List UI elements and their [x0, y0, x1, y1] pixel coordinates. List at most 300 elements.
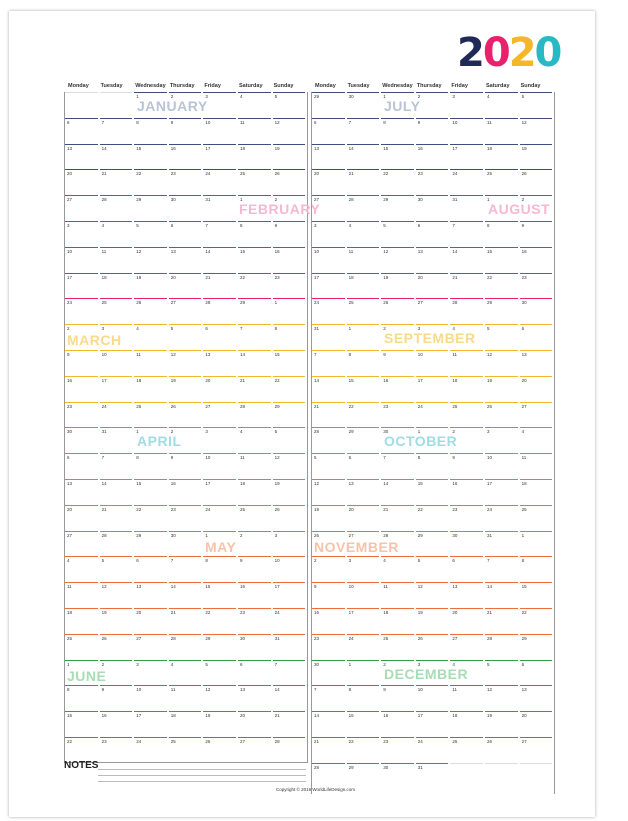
day-number[interactable]: 15 — [521, 584, 527, 590]
day-number[interactable]: 29 — [274, 403, 280, 409]
day-number[interactable]: 3 — [314, 223, 317, 228]
day-number[interactable]: 26 — [417, 635, 423, 641]
day-number[interactable]: 29 — [240, 300, 246, 306]
day-number[interactable]: 31 — [417, 764, 423, 770]
day-number[interactable]: 26 — [521, 171, 527, 177]
day-number[interactable]: 27 — [314, 197, 320, 203]
day-number[interactable]: 22 — [348, 739, 354, 744]
day-number[interactable]: 4 — [383, 558, 386, 564]
day-number[interactable]: 26 — [101, 635, 107, 641]
day-number[interactable]: 24 — [205, 506, 211, 512]
day-number[interactable]: 24 — [452, 171, 458, 177]
day-number[interactable]: 25 — [240, 506, 246, 512]
day-number[interactable]: 6 — [136, 558, 139, 564]
day-number[interactable]: 26 — [274, 506, 280, 512]
day-number[interactable]: 15 — [240, 248, 246, 254]
day-number[interactable]: 17 — [101, 377, 107, 383]
day-number[interactable]: 27 — [170, 300, 176, 306]
day-number[interactable]: 31 — [487, 532, 493, 538]
day-number[interactable]: 16 — [383, 713, 389, 719]
day-number[interactable]: 16 — [274, 248, 280, 254]
day-number[interactable]: 4 — [240, 94, 243, 99]
day-number[interactable]: 6 — [417, 223, 421, 228]
day-number[interactable]: 17 — [67, 274, 73, 280]
day-number[interactable]: 20 — [205, 377, 211, 383]
day-number[interactable]: 28 — [101, 197, 107, 203]
day-number[interactable]: 29 — [383, 197, 389, 203]
day-number[interactable]: 30 — [240, 635, 246, 641]
day-number[interactable]: 22 — [136, 171, 142, 177]
day-number[interactable]: 15 — [383, 145, 389, 151]
day-number[interactable]: 19 — [314, 506, 320, 512]
day-number[interactable]: 4 — [487, 94, 490, 99]
day-number[interactable]: 29 — [314, 94, 320, 99]
day-number[interactable]: 13 — [205, 352, 211, 357]
day-number[interactable]: 18 — [67, 610, 73, 615]
day-number[interactable]: 6 — [452, 558, 455, 564]
day-number[interactable]: 23 — [417, 171, 423, 177]
day-number[interactable]: 1 — [487, 197, 490, 203]
day-number[interactable]: 2 — [274, 197, 278, 203]
day-number[interactable]: 10 — [274, 558, 280, 564]
day-number[interactable]: 2 — [383, 661, 386, 667]
day-number[interactable]: 11 — [101, 248, 107, 254]
day-number[interactable]: 26 — [383, 300, 389, 306]
day-number[interactable]: 12 — [205, 687, 211, 693]
day-number[interactable]: 2 — [67, 326, 70, 332]
day-number[interactable]: 26 — [170, 403, 176, 409]
day-number[interactable]: 24 — [274, 610, 280, 615]
day-number[interactable]: 30 — [521, 300, 527, 306]
day-number[interactable]: 3 — [417, 661, 421, 667]
day-number[interactable]: 8 — [487, 223, 490, 228]
day-number[interactable]: 7 — [383, 455, 386, 461]
day-number[interactable]: 1 — [274, 300, 278, 306]
day-number[interactable]: 11 — [136, 352, 141, 357]
day-number[interactable]: 3 — [417, 326, 421, 332]
day-number[interactable]: 23 — [314, 635, 320, 641]
day-number[interactable]: 27 — [348, 532, 354, 538]
day-number[interactable]: 5 — [205, 661, 208, 667]
day-number[interactable]: 15 — [487, 248, 493, 254]
day-number[interactable]: 25 — [240, 171, 246, 177]
day-number[interactable]: 5 — [170, 326, 174, 332]
day-number[interactable]: 5 — [521, 94, 525, 99]
day-number[interactable]: 24 — [136, 739, 142, 744]
day-number[interactable]: 21 — [240, 377, 246, 383]
day-number[interactable]: 6 — [521, 326, 525, 332]
day-number[interactable]: 29 — [136, 532, 142, 538]
day-number[interactable]: 18 — [452, 377, 458, 383]
day-number[interactable]: 18 — [521, 481, 527, 486]
day-number[interactable]: 23 — [67, 403, 73, 409]
day-number[interactable]: 17 — [417, 377, 423, 383]
day-number[interactable]: 20 — [348, 506, 354, 512]
day-number[interactable]: 27 — [452, 635, 458, 641]
day-number[interactable]: 17 — [274, 584, 280, 590]
day-number[interactable]: 30 — [348, 94, 354, 99]
day-number[interactable]: 25 — [67, 635, 73, 641]
day-number[interactable]: 29 — [348, 764, 354, 770]
day-number[interactable]: 16 — [452, 481, 458, 486]
day-number[interactable]: 9 — [170, 119, 174, 125]
day-number[interactable]: 31 — [314, 326, 320, 332]
day-number[interactable]: 17 — [487, 481, 493, 486]
day-number[interactable]: 13 — [240, 687, 246, 693]
day-number[interactable]: 27 — [136, 635, 142, 641]
day-number[interactable]: 22 — [521, 610, 527, 615]
day-number[interactable]: 20 — [170, 274, 176, 280]
day-number[interactable]: 10 — [417, 352, 423, 357]
day-number[interactable]: 13 — [170, 248, 176, 254]
day-number[interactable]: 12 — [274, 455, 280, 461]
day-number[interactable]: 26 — [487, 403, 493, 409]
day-number[interactable]: 16 — [170, 481, 176, 486]
day-number[interactable]: 21 — [487, 610, 493, 615]
day-number[interactable]: 8 — [205, 558, 208, 564]
day-number[interactable]: 21 — [274, 713, 280, 719]
day-number[interactable]: 28 — [348, 197, 354, 203]
day-number[interactable]: 5 — [136, 223, 139, 228]
day-number[interactable]: 10 — [205, 455, 211, 461]
day-number[interactable]: 6 — [205, 326, 208, 332]
day-number[interactable]: 7 — [170, 558, 174, 564]
day-number[interactable]: 9 — [521, 223, 525, 228]
day-number[interactable]: 15 — [348, 377, 354, 383]
day-number[interactable]: 5 — [417, 558, 421, 564]
day-number[interactable]: 22 — [487, 274, 493, 280]
day-number[interactable]: 5 — [487, 661, 490, 667]
day-number[interactable]: 25 — [136, 403, 142, 409]
day-number[interactable]: 12 — [314, 481, 320, 486]
day-number[interactable]: 1 — [348, 326, 352, 332]
day-number[interactable]: 21 — [314, 403, 320, 409]
day-number[interactable]: 9 — [452, 455, 455, 461]
day-number[interactable]: 23 — [274, 274, 280, 280]
day-number[interactable]: 30 — [417, 197, 423, 203]
day-number[interactable]: 7 — [452, 223, 455, 228]
day-number[interactable]: 9 — [383, 687, 386, 693]
day-number[interactable]: 8 — [67, 687, 70, 693]
day-number[interactable]: 18 — [101, 274, 107, 280]
day-number[interactable]: 24 — [101, 403, 107, 409]
day-number[interactable]: 10 — [487, 455, 493, 461]
day-number[interactable]: 29 — [348, 429, 354, 435]
day-number[interactable]: 19 — [274, 145, 280, 151]
day-number[interactable]: 14 — [452, 248, 458, 254]
day-number[interactable]: 11 — [521, 455, 527, 461]
day-number[interactable]: 23 — [383, 739, 389, 744]
day-number[interactable]: 16 — [417, 145, 423, 151]
day-number[interactable]: 22 — [417, 506, 423, 512]
day-number[interactable]: 10 — [101, 352, 107, 357]
day-number[interactable]: 22 — [136, 506, 142, 512]
day-number[interactable]: 30 — [170, 532, 176, 538]
day-number[interactable]: 24 — [417, 739, 423, 744]
day-number[interactable]: 5 — [383, 223, 386, 228]
day-number[interactable]: 12 — [170, 352, 176, 357]
day-number[interactable]: 21 — [314, 739, 320, 744]
day-number[interactable]: 24 — [67, 300, 73, 306]
day-number[interactable]: 18 — [348, 274, 354, 280]
day-number[interactable]: 14 — [383, 481, 389, 486]
day-number[interactable]: 5 — [274, 94, 278, 99]
day-number[interactable]: 22 — [383, 171, 389, 177]
day-number[interactable]: 31 — [205, 197, 211, 203]
day-number[interactable]: 8 — [136, 119, 139, 125]
day-number[interactable]: 17 — [136, 713, 142, 719]
day-number[interactable]: 2 — [417, 94, 421, 99]
day-number[interactable]: 15 — [417, 481, 423, 486]
day-number[interactable]: 27 — [205, 403, 211, 409]
day-number[interactable]: 20 — [240, 713, 246, 719]
day-number[interactable]: 8 — [348, 687, 352, 693]
day-number[interactable]: 28 — [487, 635, 493, 641]
day-number[interactable]: 11 — [240, 455, 245, 461]
day-number[interactable]: 1 — [417, 429, 421, 435]
day-number[interactable]: 29 — [521, 635, 527, 641]
day-number[interactable]: 13 — [314, 145, 320, 151]
day-number[interactable]: 2 — [314, 558, 317, 564]
day-number[interactable]: 1 — [240, 197, 243, 203]
day-number[interactable]: 30 — [67, 429, 73, 435]
day-number[interactable]: 4 — [521, 429, 525, 435]
day-number[interactable]: 27 — [417, 300, 423, 306]
day-number[interactable]: 12 — [487, 352, 493, 357]
day-number[interactable]: 2 — [170, 429, 174, 435]
day-number[interactable]: 4 — [67, 558, 70, 564]
day-number[interactable]: 31 — [274, 635, 280, 641]
day-number[interactable]: 28 — [170, 635, 176, 641]
day-number[interactable]: 25 — [452, 403, 458, 409]
day-number[interactable]: 29 — [417, 532, 423, 538]
day-number[interactable]: 7 — [314, 352, 317, 357]
day-number[interactable]: 2 — [452, 429, 455, 435]
day-number[interactable]: 11 — [348, 248, 354, 254]
day-number[interactable]: 6 — [67, 119, 70, 125]
day-number[interactable]: 25 — [101, 300, 107, 306]
day-number[interactable]: 17 — [452, 145, 458, 151]
day-number[interactable]: 27 — [240, 739, 246, 744]
day-number[interactable]: 1 — [136, 94, 139, 99]
day-number[interactable]: 11 — [383, 584, 388, 590]
day-number[interactable]: 17 — [205, 481, 211, 486]
day-number[interactable]: 14 — [101, 145, 107, 151]
day-number[interactable]: 11 — [452, 687, 458, 693]
day-number[interactable]: 8 — [274, 326, 278, 332]
day-number[interactable]: 2 — [383, 326, 386, 332]
day-number[interactable]: 9 — [67, 352, 70, 357]
day-number[interactable]: 9 — [383, 352, 386, 357]
day-number[interactable]: 24 — [487, 506, 493, 512]
day-number[interactable]: 4 — [170, 661, 174, 667]
day-number[interactable]: 27 — [67, 532, 73, 538]
day-number[interactable]: 18 — [487, 145, 493, 151]
day-number[interactable]: 16 — [521, 248, 527, 254]
day-number[interactable]: 30 — [314, 661, 320, 667]
day-number[interactable]: 3 — [101, 326, 105, 332]
day-number[interactable]: 28 — [274, 739, 280, 744]
day-number[interactable]: 27 — [521, 739, 527, 744]
day-number[interactable]: 19 — [136, 274, 142, 280]
day-number[interactable]: 23 — [101, 739, 107, 744]
day-number[interactable]: 19 — [383, 274, 389, 280]
day-number[interactable]: 7 — [274, 661, 278, 667]
day-number[interactable]: 7 — [101, 455, 105, 461]
day-number[interactable]: 15 — [274, 352, 280, 357]
day-number[interactable]: 13 — [67, 481, 73, 486]
day-number[interactable]: 26 — [274, 171, 280, 177]
day-number[interactable]: 14 — [314, 713, 320, 719]
day-number[interactable]: 15 — [136, 145, 142, 151]
day-number[interactable]: 6 — [240, 661, 243, 667]
day-number[interactable]: 15 — [67, 713, 73, 719]
day-number[interactable]: 9 — [101, 687, 105, 693]
day-number[interactable]: 1 — [205, 532, 208, 538]
day-number[interactable]: 17 — [205, 145, 211, 151]
day-number[interactable]: 6 — [170, 223, 174, 228]
day-number[interactable]: 8 — [240, 223, 243, 228]
day-number[interactable]: 8 — [348, 352, 352, 357]
day-number[interactable]: 28 — [205, 300, 211, 306]
day-number[interactable]: 22 — [205, 610, 211, 615]
day-number[interactable]: 21 — [348, 171, 354, 177]
day-number[interactable]: 5 — [101, 558, 105, 564]
day-number[interactable]: 3 — [452, 94, 455, 99]
day-number[interactable]: 30 — [383, 764, 389, 770]
day-number[interactable]: 17 — [348, 610, 354, 615]
day-number[interactable]: 30 — [170, 197, 176, 203]
day-number[interactable]: 17 — [314, 274, 320, 280]
day-number[interactable]: 13 — [348, 481, 354, 486]
day-number[interactable]: 13 — [67, 145, 73, 151]
day-number[interactable]: 23 — [170, 506, 176, 512]
day-number[interactable]: 30 — [452, 532, 458, 538]
day-number[interactable]: 20 — [314, 171, 320, 177]
day-number[interactable]: 23 — [452, 506, 458, 512]
day-number[interactable]: 12 — [101, 584, 107, 590]
day-number[interactable]: 31 — [452, 197, 458, 203]
day-number[interactable]: 29 — [205, 635, 211, 641]
day-number[interactable]: 21 — [383, 506, 389, 512]
day-number[interactable]: 18 — [240, 481, 246, 486]
day-number[interactable]: 22 — [67, 739, 73, 744]
day-number[interactable]: 8 — [521, 558, 525, 564]
day-number[interactable]: 7 — [101, 119, 105, 125]
day-number[interactable]: 20 — [521, 713, 527, 719]
day-number[interactable]: 3 — [136, 661, 139, 667]
day-number[interactable]: 30 — [383, 429, 389, 435]
day-number[interactable]: 3 — [205, 94, 208, 99]
day-number[interactable]: 19 — [274, 481, 280, 486]
day-number[interactable]: 4 — [101, 223, 105, 228]
day-number[interactable]: 10 — [136, 687, 142, 693]
day-number[interactable]: 12 — [417, 584, 423, 590]
day-number[interactable]: 4 — [348, 223, 352, 228]
day-number[interactable]: 28 — [452, 300, 458, 306]
day-number[interactable]: 28 — [383, 532, 389, 538]
day-number[interactable]: 13 — [452, 584, 458, 590]
day-number[interactable]: 16 — [383, 377, 389, 383]
day-number[interactable]: 17 — [417, 713, 423, 719]
day-number[interactable]: 10 — [314, 248, 320, 254]
day-number[interactable]: 10 — [205, 119, 211, 125]
day-number[interactable]: 7 — [487, 558, 490, 564]
day-number[interactable]: 11 — [240, 119, 245, 125]
day-number[interactable]: 14 — [170, 584, 176, 590]
day-number[interactable]: 7 — [314, 687, 317, 693]
day-number[interactable]: 14 — [101, 481, 107, 486]
day-number[interactable]: 21 — [170, 610, 176, 615]
day-number[interactable]: 4 — [240, 429, 243, 435]
day-number[interactable]: 13 — [521, 352, 527, 357]
day-number[interactable]: 2 — [101, 661, 105, 667]
day-number[interactable]: 4 — [452, 661, 455, 667]
day-number[interactable]: 29 — [136, 197, 142, 203]
day-number[interactable]: 25 — [521, 506, 527, 512]
day-number[interactable]: 25 — [348, 300, 354, 306]
day-number[interactable]: 11 — [487, 119, 492, 125]
day-number[interactable]: 6 — [348, 455, 352, 461]
day-number[interactable]: 19 — [170, 377, 176, 383]
day-number[interactable]: 12 — [136, 248, 142, 254]
day-number[interactable]: 27 — [521, 403, 527, 409]
day-number[interactable]: 12 — [521, 119, 527, 125]
day-number[interactable]: 22 — [240, 274, 246, 280]
day-number[interactable]: 11 — [67, 584, 72, 590]
day-number[interactable]: 21 — [205, 274, 211, 280]
day-number[interactable]: 16 — [101, 713, 107, 719]
day-number[interactable]: 14 — [487, 584, 493, 590]
day-number[interactable]: 25 — [487, 171, 493, 177]
day-number[interactable]: 18 — [240, 145, 246, 151]
day-number[interactable]: 11 — [170, 687, 176, 693]
day-number[interactable]: 15 — [136, 481, 142, 486]
day-number[interactable]: 16 — [170, 145, 176, 151]
day-number[interactable]: 14 — [348, 145, 354, 151]
day-number[interactable]: 11 — [452, 352, 458, 357]
day-number[interactable]: 23 — [521, 274, 527, 280]
day-number[interactable]: 25 — [383, 635, 389, 641]
day-number[interactable]: 31 — [101, 429, 107, 435]
day-number[interactable]: 22 — [274, 377, 280, 383]
day-number[interactable]: 1 — [348, 661, 352, 667]
day-number[interactable]: 1 — [67, 661, 70, 667]
day-number[interactable]: 19 — [101, 610, 107, 615]
day-number[interactable]: 2 — [170, 94, 174, 99]
day-number[interactable]: 21 — [101, 506, 107, 512]
day-number[interactable]: 23 — [240, 610, 246, 615]
day-number[interactable]: 4 — [136, 326, 139, 332]
day-number[interactable]: 6 — [67, 455, 70, 461]
day-number[interactable]: 14 — [274, 687, 280, 693]
day-number[interactable]: 20 — [67, 171, 73, 177]
day-number[interactable]: 14 — [240, 352, 246, 357]
day-number[interactable]: 20 — [67, 506, 73, 512]
day-number[interactable]: 3 — [67, 223, 70, 228]
day-number[interactable]: 5 — [314, 455, 317, 461]
day-number[interactable]: 9 — [314, 584, 317, 590]
day-number[interactable]: 20 — [452, 610, 458, 615]
day-number[interactable]: 7 — [348, 119, 352, 125]
day-number[interactable]: 14 — [314, 377, 320, 383]
day-number[interactable]: 27 — [67, 197, 73, 203]
day-number[interactable]: 13 — [521, 687, 527, 693]
day-number[interactable]: 9 — [417, 119, 421, 125]
day-number[interactable]: 12 — [274, 119, 280, 125]
day-number[interactable]: 20 — [417, 274, 423, 280]
day-number[interactable]: 13 — [417, 248, 423, 254]
